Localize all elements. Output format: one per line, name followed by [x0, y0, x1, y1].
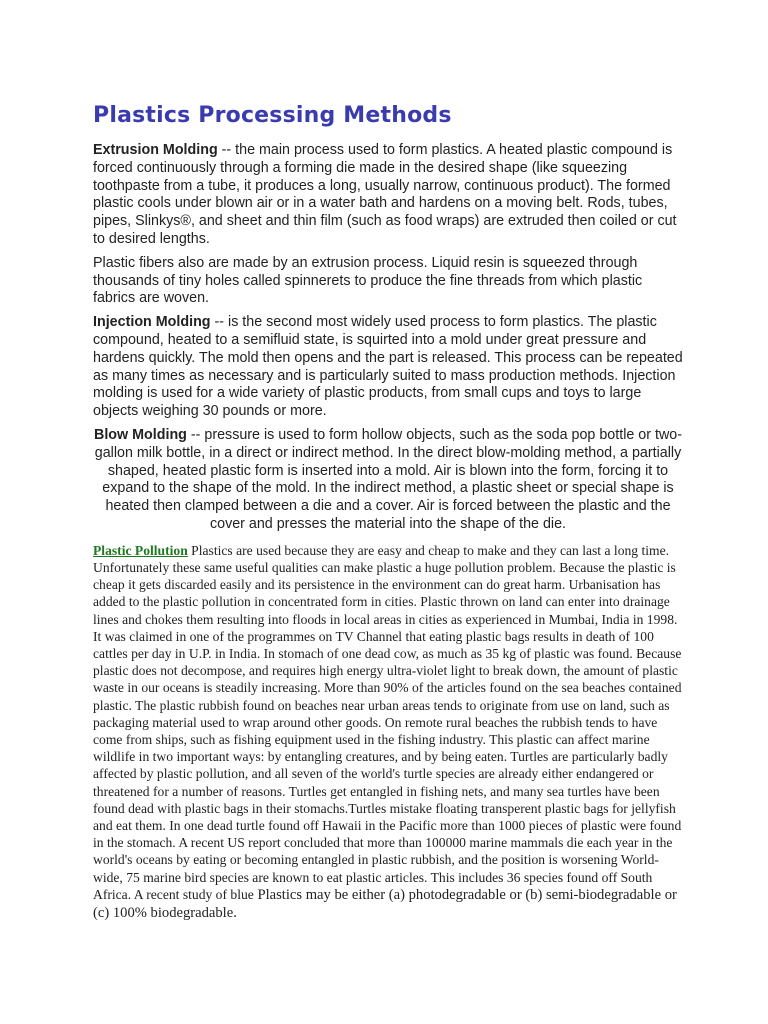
- extrusion-text: -- the main process used to form plastics. A heated plastic compound is forced continuously through a forming die made in the desired shape (like squeezing toothpaste from a tube, it produces a long, usually narrow, continuous product). The formed plastic cools under blown air or in a water bath and hardens on a moving belt. Rods, tubes, pipes, Slinkys®, and sheet and thin film (such as food wraps) are extruded then coiled or cut to desired lengths.: [93, 142, 677, 247]
- fibers-paragraph: Plastic fibers also are made by an extrusion process. Liquid resin is squeezed through thousands of tiny holes called spinnerets to produce the fine threads from which plastic fabrics are woven.: [93, 254, 643, 307]
- blow-text: -- pressure is used to form hollow objects, such as the soda pop bottle or two-gallon milk bottle, in a direct or indirect method. In the direct blow-molding method, a partially shaped, heated plastic form is inserted into a mold. Air is blown into the form, forcing it to expand to the shape of the mold. In the indirect method, a plastic sheet or special shape is heated then clamped between a die and a cover. Air is forced between the plastic and the cover and presses the material into the shape of the die.: [94, 426, 682, 532]
- page-title: Plastics Processing Methods: [93, 103, 452, 128]
- injection-text: -- is the second most widely used process to form plastics. The plastic compound, heated to a semifluid state, is squirted into a mold under great pressure and hardens quickly. The mold then opens and the part is released. This process can be repeated as many times as necessary and is particularly suited to mass production methods. Injection molding is used for a wide variety of plastic products, from small cups and toys to large objects weighing 30 pounds or more.: [93, 314, 683, 420]
- pollution-tail-text: Plastics may be either (a) photodegradable or (b) semi-biodegradable or (c) 100% biodegradable.: [93, 886, 677, 921]
- injection-paragraph: [93, 314, 683, 421]
- injection-term: Injection Molding: [93, 314, 211, 331]
- pollution-paragraph: [93, 542, 683, 922]
- document-page: [93, 100, 683, 922]
- extrusion-term: Extrusion Molding: [93, 142, 218, 158]
- plastic-pollution-link[interactable]: Plastic Pollution: [93, 542, 188, 558]
- extrusion-paragraph: [93, 142, 683, 249]
- blow-term: Blow Molding: [94, 426, 187, 443]
- blow-paragraph: [93, 427, 683, 534]
- pollution-text: Plastics are used because they are easy and cheap to make and they can last a long time. Unfortunately these same useful qualities can make plastic a huge pollution problem. Because the plastic is cheap it gets discarded easily and its persistence in the environment can do great harm. Urbanisation has added to the plastic pollution in concentrated form in cities. Plastic thrown on land can enter into drainage lines and chokes them resulting into floods in local areas in cities as experienced in Mumbai, India in 1998. It was claimed in one of the programmes on TV Channel that eating plastic bags results in death of 100 cattles per day in U.P. in India. In stomach of one dead cow, as much as 35 kg of plastic was found. Because plastic does not decompose, and requires high energy ultra-violet light to break down, the amount of plastic waste in our oceans is steadily increasing. More than 90% of the articles found on the sea beaches contained plastic. The plastic rubbish found on beaches near urban areas tends to originate from use on land, such as packaging material used to wrap around other goods. On remote rural beaches the rubbish tends to have come from ships, such as fishing equipment used in the fishing industry. This plastic can affect marine wildlife in two important ways: by entangling creatures, and by being eaten. Turtles are particularly badly affected by plastic pollution, and all seven of the world's turtle species are already either endangered or threatened for a number of reasons. Turtles get entangled in fishing nets, and many sea turtles have been found dead with plastic bags in their stomachs.Turtles mistake floating transperent plastic bags for jellyfish and eat them. In one dead turtle found off Hawaii in the Pacific more than 1000 pieces of plastic were found in the stomach. A recent US report concluded that more than 100000 marine mammals die each year in the world's oceans by eating or becoming entangled in plastic rubbish, and the position is worsening World-wide, 75 marine bird species are known to eat plastic articles. This includes 36 species found off South Africa. A recent study of blue: [93, 542, 682, 902]
